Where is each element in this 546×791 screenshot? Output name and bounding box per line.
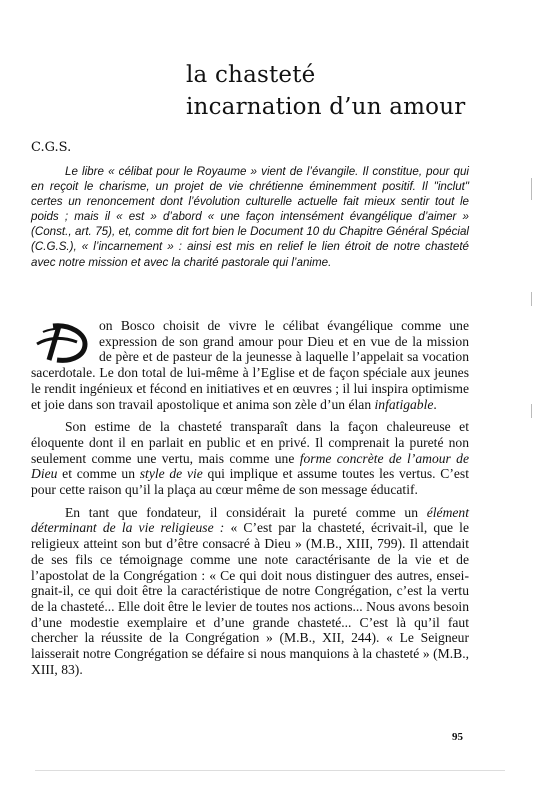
bottom-rule	[35, 770, 505, 771]
paragraph-2-i1: forme concrète de l’amour de Dieu	[31, 450, 469, 482]
paragraph-3-i1: élément déterminant de la vie religieuse :	[31, 504, 469, 536]
paragraph-1-text: on Bosco choisit de vivre le célibat évangélique comme une expression de son grand amour pour Dieu et en vue de la mission de père et de pasteur de la jeunesse à laquelle l’appelait sa vocation sacerdotale. Le don total de lui-même à l’Eglise et de façon spéciale aux jeunes le rendit ingénieux et fécond en initiatives et en œuvres ; il lui inspira optimisme et joie dans son travail apostolique et anima son zèle d’un élan	[31, 318, 469, 412]
author: C.G.S.	[31, 140, 72, 155]
paragraph-3	[31, 505, 469, 678]
paragraph-2-b: et comme un	[57, 466, 140, 482]
title-line-1: la chasteté	[186, 62, 316, 88]
paragraph-1-end: .	[433, 396, 437, 412]
scan-edge-mark	[531, 404, 532, 418]
paragraph-2-c: qui implique et assume toutes les vertus. C’est pour cette raison qu’il la plaça au cœur même de son message éducatif.	[31, 466, 469, 498]
paragraph-1-italic: infatigable	[374, 396, 434, 412]
paragraph-2-i2: style de vie	[139, 466, 203, 482]
scan-edge-mark	[531, 178, 532, 200]
paragraph-2	[31, 419, 469, 498]
abstract: Le libre « célibat pour le Royaume » vient de l’évangile. Il constitue, pour qui en reçoit le charisme, un projet de vie chrétienne éminemment positif. Il "inclut" certes un renoncement dont l’évolution culturelle actuelle fait mieux sentir tout le poids ; mais il « est » d’abord « une façon intensément évangélique d’aimer » (Const., art. 75), et, comme dit fort bien le Document 10 du Chapitre Général Spécial (C.G.S.), « l’incarnement » : ainsi est mis en relief le lien étroit de notre chasteté avec notre mission et avec la charité pastorale qui l’anime.	[31, 165, 469, 269]
title-line-2: incarnation d’un amour	[186, 94, 466, 120]
ornamental-letter-d-icon	[31, 320, 89, 364]
paragraph-3-b: « C’est par la chasteté, écrivait-il, que le religieux atteint son but d’être consacré à Dieu » (M.B., XIII, 799). Il attendait de ses fils ce témoignage comme une note caractérisante de la vie et de l’apostolat de la Congrégation : « Ce qui doit nous distinguer des autres, enseignait-il, ce qui doit être la caractéristique de notre Congrégation, c’est la vertu de la chasteté... Elle doit être le levier de toutes nos actions... Nous avons besoin d’une modestie exemplaire et d’une grande chasteté... C’est là qu’il faut chercher la réussite de la Congrégation » (M.B., XII, 244). « Le Seigneur laisserait notre Congrégation se défaire si nous manquions à la chasteté » (M.B., XIII, 83).	[31, 520, 469, 677]
paragraph-1	[31, 318, 469, 412]
scan-edge-mark	[531, 292, 532, 306]
paragraph-2-a: Son estime de la chasteté transparaît dans la façon chaleureuse et éloquente dont il en parlait en public et en privé. Il comprenait la pureté non seulement comme une vertu, mais comme une	[31, 419, 469, 466]
page-number: 95	[452, 731, 463, 743]
body-text	[31, 318, 469, 684]
paragraph-3-a: En tant que fondateur, il considérait la pureté comme un	[65, 504, 427, 520]
